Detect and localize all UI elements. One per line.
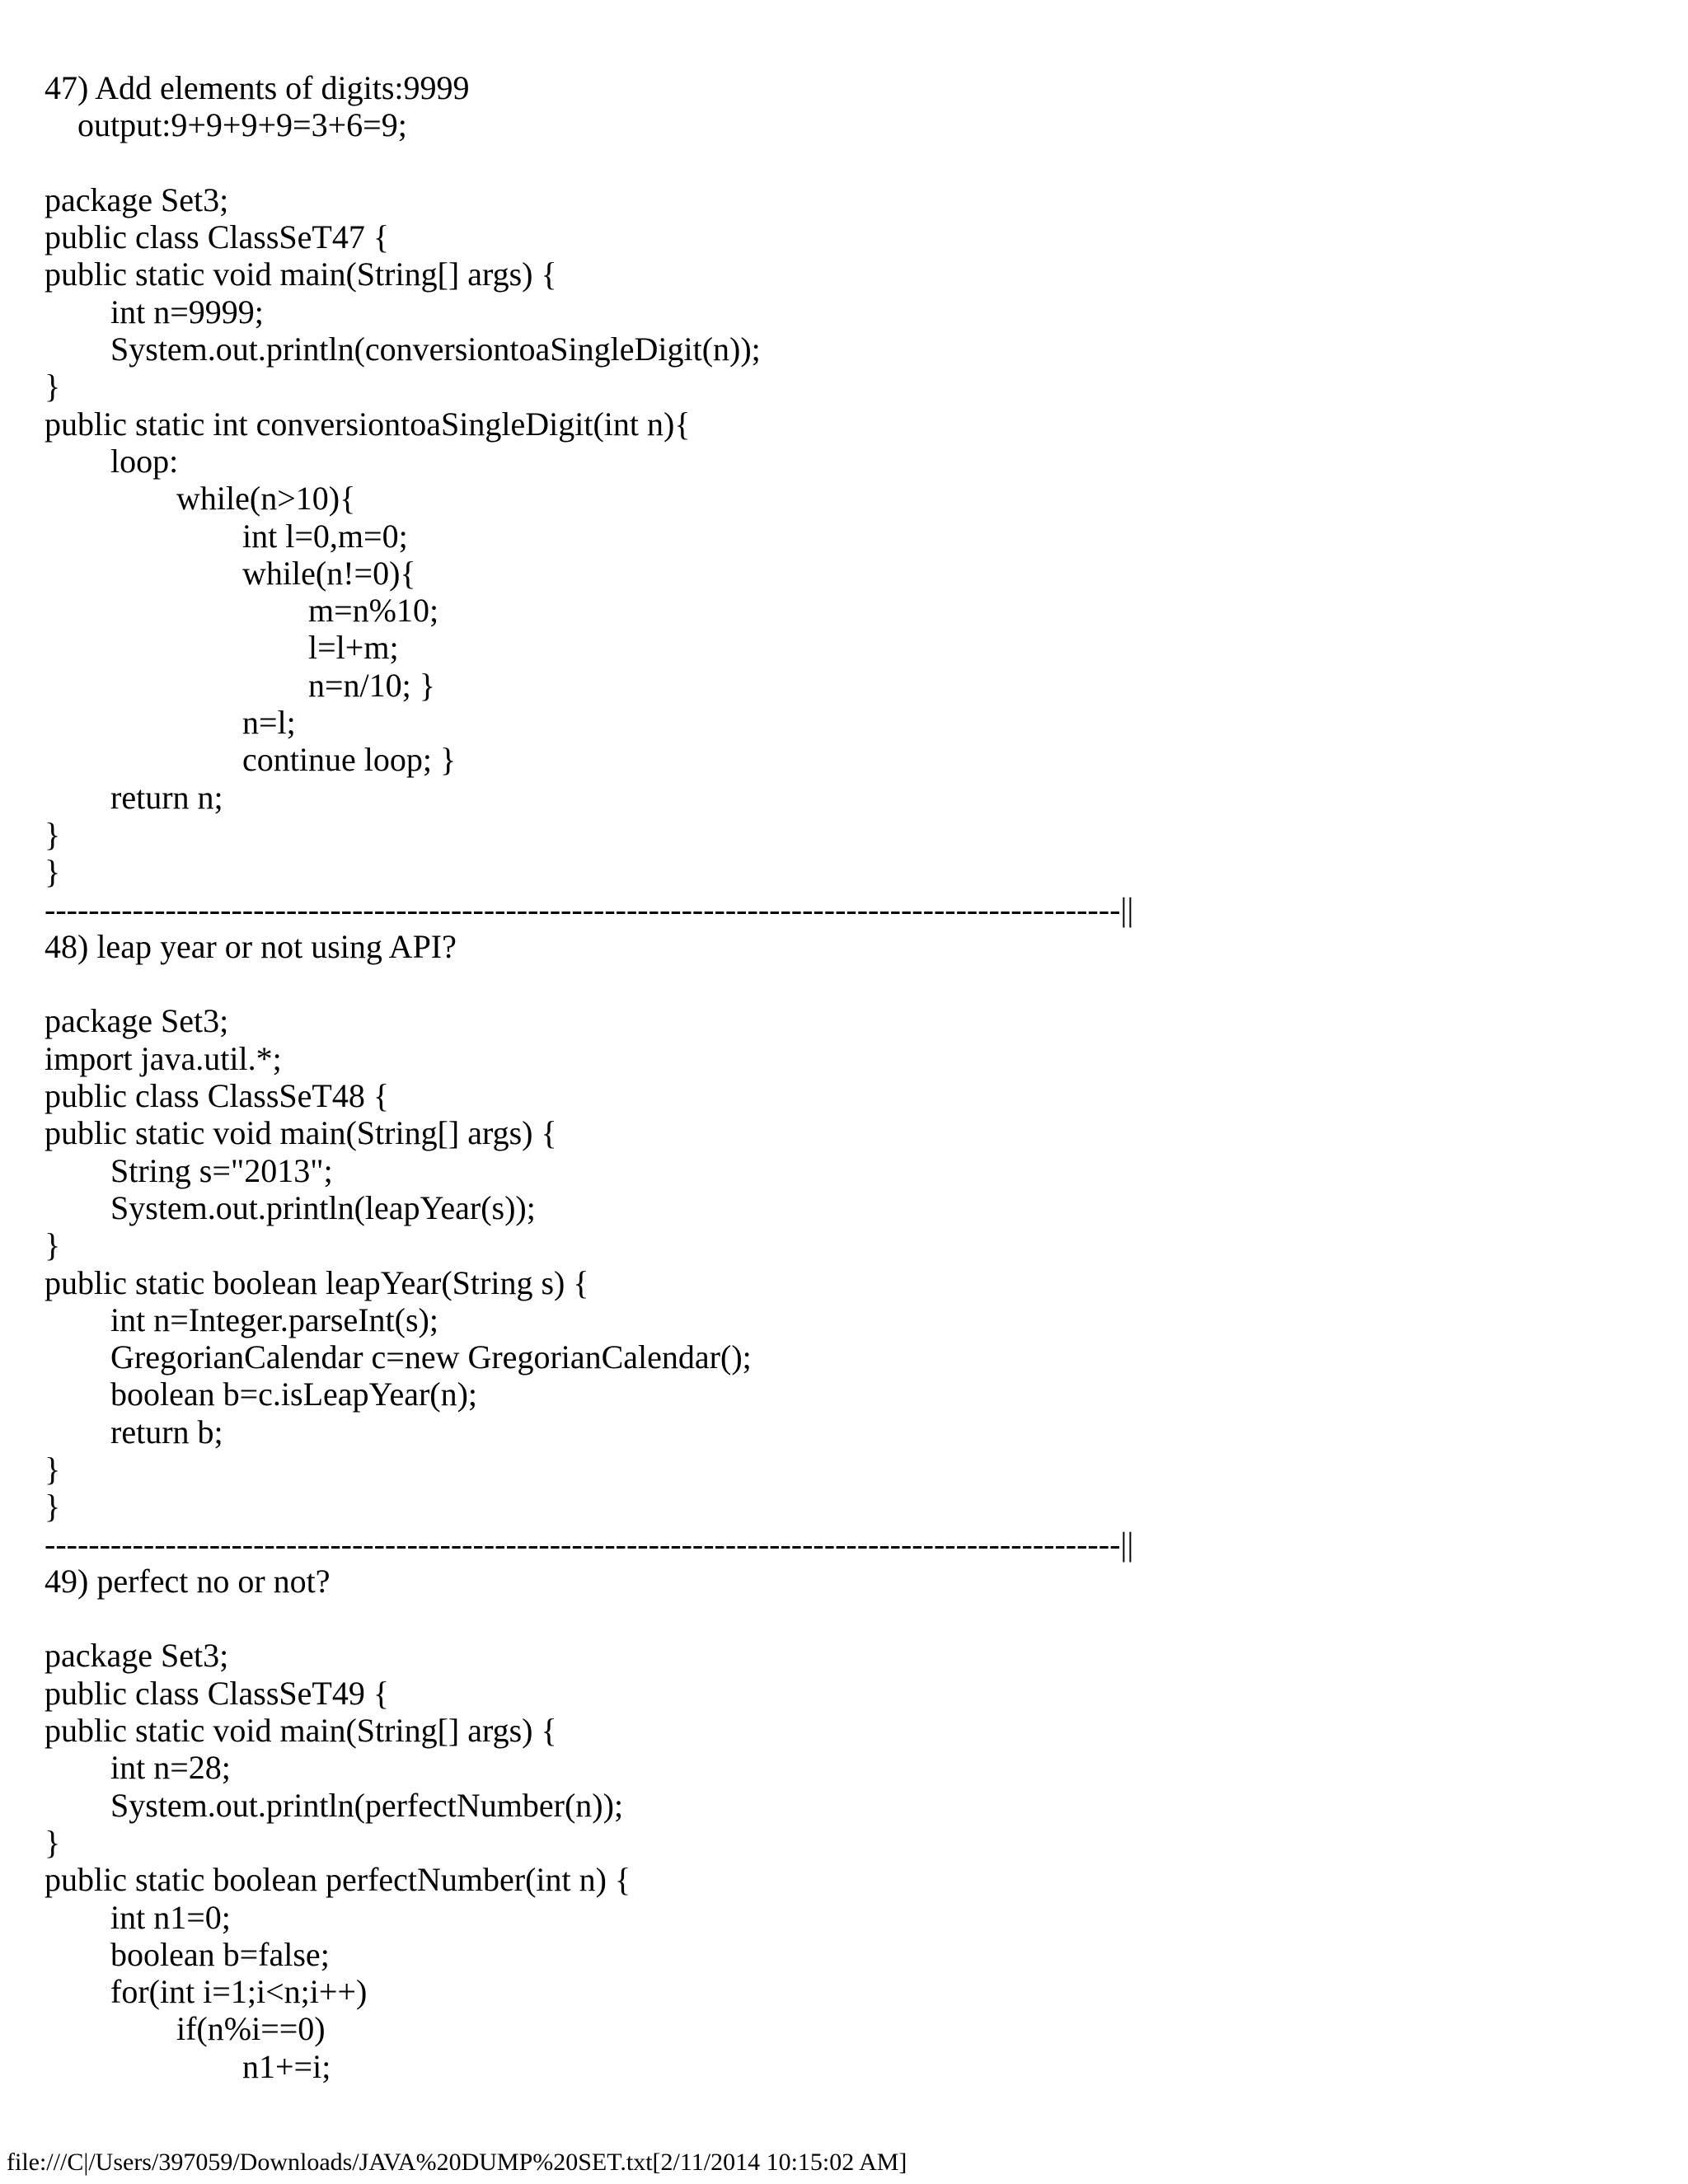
code-line: System.out.println(conversiontoaSingleDigit(n)); [45,330,761,368]
code-line: while(n!=0){ [45,554,416,592]
code-line: n=l; [45,704,296,742]
blank-line [45,965,1660,1002]
text-line: output:9+9+9+9=3+6=9; [45,106,407,144]
heading-49: 49) perfect no or not? [45,1562,331,1600]
code-line: } [45,1823,61,1861]
code-line: public class ClassSeT49 { [45,1674,390,1712]
code-line: int n1=0; [45,1898,231,1936]
separator-line: --------------------------------------------------------------------------------------------------|| [45,1525,1134,1563]
code-line: } [45,815,61,853]
code-line: package Set3; [45,1002,229,1040]
code-line: continue loop; } [45,741,457,779]
code-line: public static void main(String[] args) { [45,1712,557,1750]
code-line: if(n%i==0) [45,2010,326,2048]
blank-line [45,144,1660,181]
code-line: import java.util.*; [45,1039,282,1077]
code-line: } [45,1450,61,1488]
heading-48: 48) leap year or not using API? [45,927,457,965]
code-line: public static boolean leapYear(String s) { [45,1263,589,1301]
code-line: m=n%10; [45,592,439,630]
code-line: System.out.println(perfectNumber(n)); [45,1786,624,1824]
code-line: public class ClassSeT48 { [45,1077,390,1115]
print-footer-url: file:///C|/Users/397059/Downloads/JAVA%20DUMP%20SET.txt[2/11/2014 10:15:02 AM] [7,2149,907,2176]
code-line: loop: [45,442,179,480]
code-line: n=n/10; } [45,666,435,704]
code-line: int n=Integer.parseInt(s); [45,1301,438,1338]
code-line: return n; [45,778,223,816]
code-line: public static int conversiontoaSingleDigit(int n){ [45,405,691,443]
code-line: String s="2013"; [45,1151,333,1189]
code-line: int n=28; [45,1749,231,1787]
blank-line [45,1600,1660,1637]
code-line: } [45,853,61,891]
code-line: public static boolean perfectNumber(int n) { [45,1861,631,1899]
code-line: } [45,368,61,405]
code-line: while(n>10){ [45,480,356,518]
code-line: public static void main(String[] args) { [45,1114,557,1152]
code-line: package Set3; [45,180,229,218]
separator-line: --------------------------------------------------------------------------------------------------|| [45,890,1134,928]
code-line: public class ClassSeT47 { [45,218,390,256]
heading-47: 47) Add elements of digits:9999 [45,69,470,106]
document-content [45,69,1660,2085]
code-line: n1+=i; [45,2047,331,2085]
code-line: System.out.println(leapYear(s)); [45,1188,536,1226]
code-line: int l=0,m=0; [45,517,408,555]
code-line: boolean b=c.isLeapYear(n); [45,1376,478,1413]
code-line: int n=9999; [45,293,264,330]
code-line: boolean b=false; [45,1935,330,1973]
code-line: l=l+m; [45,629,399,667]
code-line: GregorianCalendar c=new GregorianCalendar(); [45,1338,752,1376]
code-line: public static void main(String[] args) { [45,255,557,293]
code-line: } [45,1226,61,1264]
code-line: package Set3; [45,1637,229,1675]
code-line: } [45,1488,61,1526]
code-line: return b; [45,1413,223,1451]
code-line: for(int i=1;i<n;i++) [45,1973,368,2011]
